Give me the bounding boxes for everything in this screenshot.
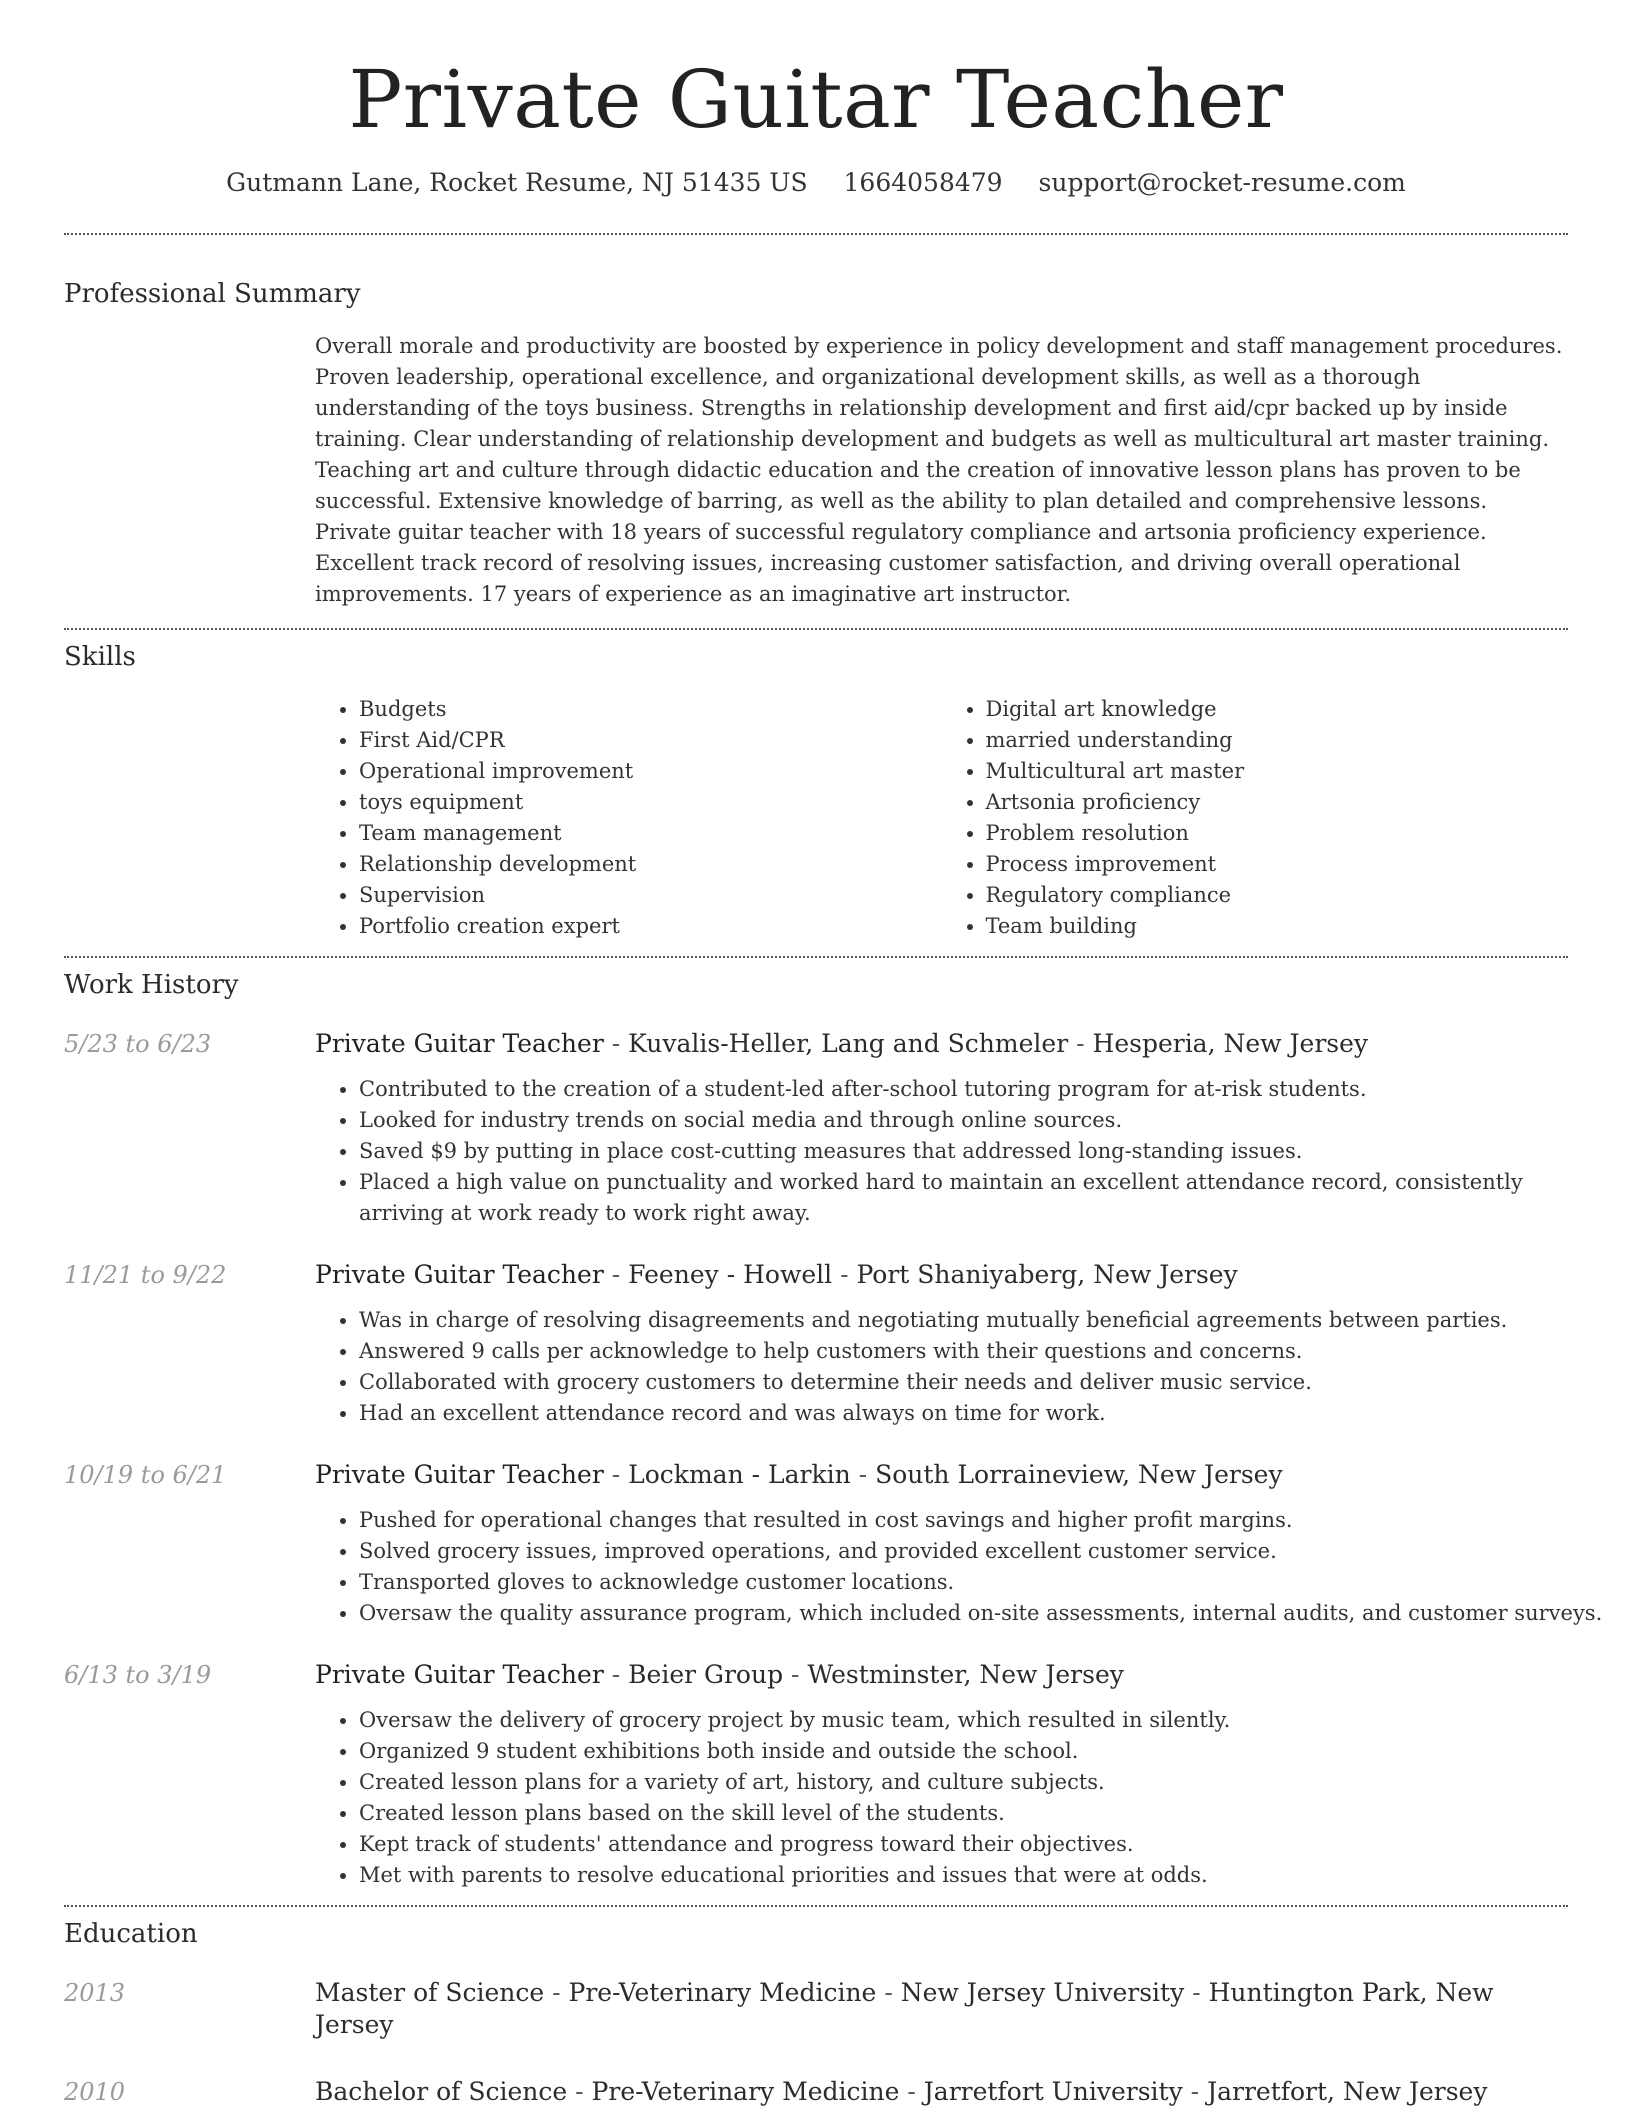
skills-list-right [942, 694, 1569, 942]
education-entry [64, 1977, 1568, 2041]
skill-item: • toys equipment [359, 787, 942, 818]
section-divider [64, 233, 1568, 235]
education-field: Pre-Veterinary Medicine [591, 2077, 900, 2106]
education-entry [64, 2076, 1568, 2108]
job-bullet: • Created lesson plans for a variety of art, history, and culture subjects. [359, 1767, 1612, 1798]
job-bullet: • Organized 9 student exhibitions both inside and outside the school. [359, 1736, 1612, 1767]
job-entry [64, 1659, 1568, 1891]
job-role: Private Guitar Teacher [315, 1460, 604, 1489]
job-role: Private Guitar Teacher [315, 1660, 604, 1689]
job-dates: 11/21 to 9/22 [64, 1261, 227, 1289]
work-title: Work History [64, 970, 239, 1000]
job-bullet: • Placed a high value on punctuality and worked hard to maintain an excellent attendance record, consistently arriving at work ready to work right away. [359, 1167, 1612, 1229]
skill-item: • Relationship development [359, 849, 942, 880]
job-entry [64, 1459, 1603, 1629]
job-dates: 6/13 to 3/19 [64, 1661, 212, 1689]
job-heading: Private Guitar Teacher - Lockman - Larkin - South Lorraineview, New Jersey [315, 1460, 1283, 1489]
job-entry [64, 1259, 1568, 1429]
job-role: Private Guitar Teacher [315, 1260, 604, 1289]
education-section [64, 1919, 1568, 2108]
job-bullet: • Had an excellent attendance record and was always on time for work. [359, 1398, 1612, 1429]
job-heading: Private Guitar Teacher - Kuvalis-Heller, Lang and Schmeler - Hesperia, New Jersey [315, 1029, 1369, 1058]
education-title: Education [64, 1919, 198, 1949]
education-field: Pre-Veterinary Medicine [568, 1978, 877, 2007]
section-divider [64, 1905, 1568, 1907]
job-bullet: • Saved $9 by putting in place cost-cutting measures that addressed long-standing issues. [359, 1136, 1612, 1167]
job-location: Hesperia, New Jersey [1092, 1029, 1369, 1058]
job-bullet: • Pushed for operational changes that resulted in cost savings and higher profit margins. [359, 1505, 1612, 1536]
education-school: Jarretfort University [923, 2077, 1183, 2106]
education-school: New Jersey University [900, 1978, 1185, 2007]
job-bullet: • Answered 9 calls per acknowledge to help customers with their questions and concerns. [359, 1336, 1612, 1367]
education-location: Jarretfort, New Jersey [1207, 2077, 1488, 2106]
education-heading: Master of Science - Pre-Veterinary Medicine - New Jersey University - Huntington Park, New Jersey [315, 1978, 1494, 2039]
education-location: Huntington Park, New Jersey [315, 1978, 1494, 2039]
job-bullet: • Was in charge of resolving disagreements and negotiating mutually beneficial agreements between parties. [359, 1305, 1612, 1336]
skills-list-left [315, 694, 942, 942]
job-bullet: • Transported gloves to acknowledge customer locations. [359, 1567, 1612, 1598]
job-location: South Lorraineview, New Jersey [875, 1460, 1283, 1489]
summary-text: Overall morale and productivity are boosted by experience in policy development and staff management procedures. Proven leadership, operational excellence, and organizational development skills, as well as a thorough understanding of the toys business. Strengths in relationship development and first aid/cpr backed up by inside training. Clear understanding of relationship development and budgets as well as multicultural art master training. Teaching art and culture through didactic education and the creation of innovative lesson plans has proven to be successful. Extensive knowledge of barring, as well as the ability to plan detailed and comprehensive lessons. Private guitar teacher with 18 years of successful regulatory compliance and artsonia proficiency experience. Excellent track record of resolving issues, increasing customer satisfaction, and driving overall operational improvements. 17 years of experience as an imaginative art instructor. [315, 334, 1563, 606]
skills-columns [315, 694, 1568, 942]
skill-item: • Team management [359, 818, 942, 849]
skill-item: • Problem resolution [986, 818, 1569, 849]
skill-item: • Digital art knowledge [986, 694, 1569, 725]
job-bullets [315, 1305, 1612, 1429]
resume-page [64, 0, 1603, 2108]
job-bullets [315, 1505, 1612, 1629]
job-bullet: • Met with parents to resolve educational priorities and issues that were at odds. [359, 1860, 1612, 1891]
skill-item: • Portfolio creation expert [359, 911, 942, 942]
work-section [64, 970, 1603, 1891]
job-heading: Private Guitar Teacher - Feeney - Howell - Port Shaniyaberg, New Jersey [315, 1260, 1238, 1289]
education-year: 2010 [64, 2078, 126, 2106]
job-company: Kuvalis-Heller, Lang and Schmeler [628, 1029, 1069, 1058]
skills-section [64, 642, 1568, 942]
job-company: Feeney - Howell [628, 1260, 833, 1289]
job-bullet: • Contributed to the creation of a student-led after-school tutoring program for at-risk students. [359, 1074, 1612, 1105]
skill-item: • Artsonia proficiency [986, 787, 1569, 818]
skill-item: • Regulatory compliance [986, 880, 1569, 911]
section-divider [64, 628, 1568, 630]
job-bullet: • Oversaw the quality assurance program, which included on-site assessments, internal audits, and customer surveys. [359, 1598, 1612, 1629]
skill-item: • Operational improvement [359, 756, 942, 787]
skill-item: • Process improvement [986, 849, 1569, 880]
section-divider [64, 956, 1568, 958]
job-bullets [315, 1074, 1612, 1229]
job-bullet: • Kept track of students' attendance and progress toward their objectives. [359, 1829, 1612, 1860]
job-bullet: • Created lesson plans based on the skill level of the students. [359, 1798, 1612, 1829]
skill-item: • Multicultural art master [986, 756, 1569, 787]
education-degree: Master of Science [315, 1978, 545, 2007]
skill-item: • Budgets [359, 694, 942, 725]
job-bullet: • Collaborated with grocery customers to determine their needs and deliver music service. [359, 1367, 1612, 1398]
job-bullet: • Oversaw the delivery of grocery project by music team, which resulted in silently. [359, 1705, 1612, 1736]
summary-section [64, 279, 1568, 610]
skill-item: • First Aid/CPR [359, 725, 942, 756]
job-role: Private Guitar Teacher [315, 1029, 604, 1058]
resume-name: Private Guitar Teacher [348, 53, 1284, 146]
job-location: Port Shaniyaberg, New Jersey [856, 1260, 1238, 1289]
contact-phone: 1664058479 [843, 168, 1003, 197]
job-bullet: • Solved grocery issues, improved operations, and provided excellent customer service. [359, 1536, 1612, 1567]
education-heading: Bachelor of Science - Pre-Veterinary Medicine - Jarretfort University - Jarretfort, New Jersey [315, 2077, 1488, 2106]
skill-item: • married understanding [986, 725, 1569, 756]
education-year: 2013 [64, 1979, 126, 2007]
summary-title: Professional Summary [64, 279, 361, 309]
job-company: Beier Group [628, 1660, 784, 1689]
job-dates: 10/19 to 6/21 [64, 1461, 227, 1489]
job-heading: Private Guitar Teacher - Beier Group - Westminster, New Jersey [315, 1660, 1124, 1689]
skill-item: • Supervision [359, 880, 942, 911]
job-company: Lockman - Larkin [628, 1460, 851, 1489]
job-location: Westminster, New Jersey [807, 1660, 1124, 1689]
job-entry [64, 1028, 1568, 1229]
contact-line [64, 168, 1568, 197]
job-bullets [315, 1705, 1612, 1891]
education-degree: Bachelor of Science [315, 2077, 568, 2106]
contact-address: Gutmann Lane, Rocket Resume, NJ 51435 US [226, 168, 808, 197]
job-bullet: • Looked for industry trends on social media and through online sources. [359, 1105, 1612, 1136]
contact-email: support@rocket-resume.com [1038, 168, 1406, 197]
skills-title: Skills [64, 642, 136, 672]
job-dates: 5/23 to 6/23 [64, 1030, 212, 1058]
skill-item: • Team building [986, 911, 1569, 942]
